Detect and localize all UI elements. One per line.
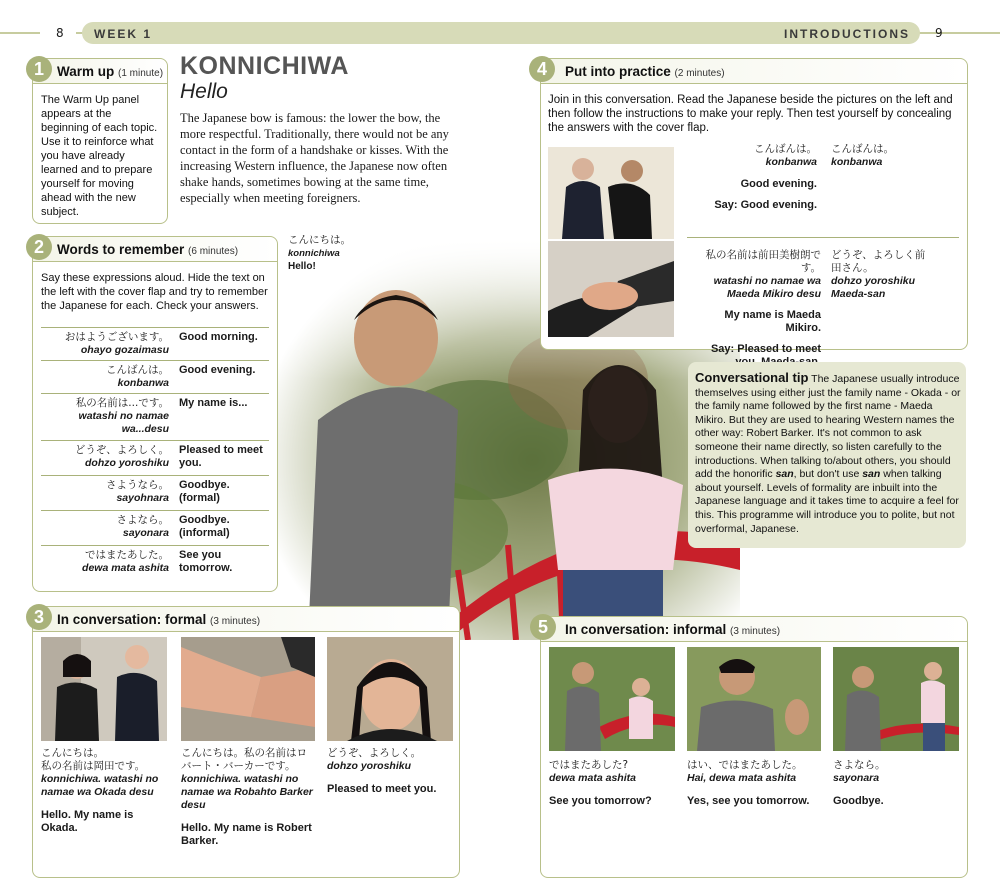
- conversation-item: [549, 759, 681, 808]
- practice-photo-handshake: [548, 241, 674, 337]
- practice-photo-bow: [548, 147, 674, 239]
- conversation-english: Hello. My name is Okada.: [41, 809, 134, 834]
- practice-block-2: [687, 249, 821, 369]
- words-instructions: Say these expressions aloud. Hide the text on the left with the cover flap and try to remember the Japanese for each. Check your answers.: [41, 272, 268, 312]
- page-header: [0, 20, 1000, 46]
- formal-panel: [32, 606, 460, 878]
- conversation-romaji: dewa mata ashita: [549, 772, 636, 784]
- practice-1-en: Good evening.: [740, 178, 817, 190]
- informal-photo-2: [687, 647, 821, 751]
- vocab-english: See you tomorrow.: [179, 549, 233, 574]
- conversation-item: [327, 747, 447, 796]
- formal-number: 3: [26, 604, 52, 630]
- conversation-english: Goodbye.: [833, 795, 884, 807]
- practice-number: 4: [529, 56, 555, 82]
- formal-photo-3: [327, 637, 453, 741]
- intro-block: [180, 52, 460, 206]
- warmup-number: 1: [26, 56, 52, 82]
- practice-divider: [687, 237, 959, 238]
- vocab-row: [41, 393, 269, 440]
- practice-2-en: My name is Maeda Mikiro.: [724, 309, 821, 334]
- vocab-row: [41, 360, 269, 393]
- practice-2-jp: 私の名前は前田美樹朗です。: [705, 249, 821, 274]
- photo-caption: [288, 234, 378, 273]
- warmup-title: Warm up (1 minute): [57, 64, 164, 79]
- conversation-english: See you tomorrow?: [549, 795, 652, 807]
- vocab-romaji: watashi no namae wa...desu: [78, 410, 169, 435]
- intro-text: The Japanese bow is famous: the lower the bow, the more respectful. Traditionally, there would not be any contact in the form of a handshake or kisses. With the increasing Western influence, the Japanese now often shake hands, sometimes bowing at the same time, especially when meeting foreigners.: [180, 111, 449, 205]
- practice-panel: [540, 58, 968, 355]
- vocab-romaji: sayohnara: [116, 492, 169, 504]
- conversation-romaji: Hai, dewa mata ashita: [687, 772, 797, 784]
- conversation-jp: こんにちは。私の名前はロバート・バーカーです。: [181, 747, 307, 772]
- vocab-english: Goodbye. (formal): [179, 479, 230, 504]
- vocab-japanese: [41, 549, 169, 575]
- left-page-number: 8: [56, 26, 64, 40]
- vocab-romaji: dewa mata ashita: [82, 562, 169, 574]
- caption-romaji: konnichiwa: [288, 248, 340, 259]
- conversation-item: [687, 759, 823, 808]
- warmup-panel: [32, 58, 168, 224]
- vocab-jp: こんばんは。: [106, 364, 169, 376]
- tip-title: Conversational tip: [695, 370, 809, 385]
- informal-photo-3: [833, 647, 959, 751]
- vocab-japanese: [41, 514, 169, 540]
- tip-text: Conversational tip The Japanese usually introduce themselves using either just the family name - Okada - or the family name followed by the first name - Maeda Mikiro. But they are used to hearing Western names the other way: Robert Barker. It's not common to ask someone their name directly, so listen carefully to the introductions. When talking to/about others, you should add the honorific san, but don't use san when talking about yourself. Levels of formality are inbuilt into the Japanese language and it takes time to acquire a feel for this. This programme will introduce you to polite, but not overformal, Japanese.: [695, 370, 961, 535]
- vocab-jp: おはようございます。: [64, 331, 169, 343]
- formal-photo-1: [41, 637, 167, 741]
- vocab-romaji: konbanwa: [117, 377, 169, 389]
- conversation-romaji: konnichiwa. watashi no namae wa Robahto Barker desu: [181, 773, 313, 811]
- conversation-romaji: dohzo yoroshiku: [327, 760, 411, 772]
- conversation-jp: はい、ではまたあした。: [687, 759, 803, 771]
- vocab-jp: さよなら。: [116, 514, 169, 526]
- vocab-jp: ではまたあした。: [85, 549, 169, 561]
- conversation-english: Hello. My name is Robert Barker.: [181, 822, 312, 847]
- vocab-romaji: ohayo gozaimasu: [80, 344, 169, 356]
- right-page-number: 9: [935, 26, 943, 40]
- vocab-row: [41, 545, 269, 580]
- vocab-japanese: [41, 397, 169, 436]
- vocab-english: My name is...: [179, 397, 248, 409]
- answer-1-jp: こんばんは。: [831, 143, 894, 155]
- week-label: WEEK 1: [94, 27, 153, 41]
- answer-1-romaji: konbanwa: [831, 156, 883, 168]
- informal-number: 5: [530, 614, 556, 640]
- header-pill: [82, 22, 920, 44]
- practice-2-say: Say: Pleased to meet: [710, 343, 821, 355]
- vocab-jp: 私の名前は...です。: [75, 397, 169, 409]
- vocab-romaji: sayonara: [122, 527, 169, 539]
- conversation-english: Pleased to meet you.: [327, 783, 437, 795]
- warmup-text: The Warm Up panel appears at the beginning of each topic. Use it to reinforce what you have already learned and to prepare yourself for moving ahead with the new subject.: [41, 94, 158, 218]
- vocab-jp: さようなら。: [106, 479, 169, 491]
- vocab-jp: どうぞ、よろしく。: [74, 444, 169, 456]
- conversation-romaji: konnichiwa. watashi no namae wa Okada desu: [41, 773, 159, 798]
- caption-en: Hello!: [288, 261, 316, 272]
- formal-photo-2: [181, 637, 315, 741]
- conversation-item: [181, 747, 317, 848]
- practice-1-say: Say: Good evening.: [714, 199, 817, 211]
- vocab-row: [41, 327, 269, 360]
- conversation-item: [41, 747, 173, 835]
- vocab-english: Good morning.: [179, 331, 258, 343]
- practice-instructions: Join in this conversation. Read the Japanese beside the pictures on the left and then follow the instructions to make your reply. Then test yourself by concealing the answers with the cover flap.: [548, 94, 953, 134]
- informal-photo-1: [549, 647, 675, 751]
- vocab-row: [41, 440, 269, 475]
- conversation-item: [833, 759, 953, 808]
- vocab-japanese: [41, 364, 169, 390]
- vocab-english: Pleased to meet you.: [179, 444, 263, 469]
- vocab-english: Goodbye. (informal): [179, 514, 230, 539]
- conversation-jp: どうぞ、よろしく。: [327, 747, 422, 759]
- conversation-english: Yes, see you tomorrow.: [687, 795, 810, 807]
- conversation-jp: さよなら。: [833, 759, 886, 771]
- practice-1-jp: こんばんは。: [754, 143, 817, 155]
- words-title: Words to remember (6 minutes): [57, 242, 239, 257]
- informal-title: In conversation: informal (3 minutes): [565, 622, 781, 637]
- vocab-romaji: dohzo yoroshiku: [85, 457, 169, 469]
- page-title: KONNICHIWA: [180, 52, 349, 80]
- page-subtitle: Hello: [180, 80, 228, 103]
- conversation-jp: こんにちは。 私の名前は岡田です。: [41, 747, 146, 772]
- practice-2-romaji: watashi no namae wa Maeda Mikiro desu: [713, 275, 821, 300]
- informal-panel: [540, 616, 968, 878]
- vocab-japanese: [41, 479, 169, 505]
- words-number: 2: [26, 234, 52, 260]
- practice-title: Put into practice (2 minutes): [565, 64, 725, 79]
- tip-box: [688, 362, 966, 548]
- vocab-japanese: [41, 444, 169, 470]
- caption-jp: こんにちは。: [288, 234, 351, 246]
- answer-2-romaji: dohzo yoroshiku Maeda-san: [831, 275, 915, 300]
- vocab-row: [41, 510, 269, 545]
- vocab-table: [41, 327, 269, 580]
- practice-answer-2: [831, 249, 931, 301]
- words-panel: [32, 236, 278, 592]
- vocab-japanese: [41, 331, 169, 357]
- vocab-row: [41, 475, 269, 510]
- conversation-romaji: sayonara: [833, 772, 880, 784]
- practice-1-romaji: konbanwa: [765, 156, 817, 168]
- answer-2-jp: どうぞ、よろしく前田さん。: [831, 249, 926, 274]
- formal-title: In conversation: formal (3 minutes): [57, 612, 261, 627]
- section-label: INTRODUCTIONS: [784, 27, 910, 41]
- vocab-english: Good evening.: [179, 364, 256, 376]
- conversation-jp: ではまたあした?: [549, 759, 629, 771]
- practice-answer-1: [831, 143, 961, 169]
- practice-block-1: [687, 143, 817, 212]
